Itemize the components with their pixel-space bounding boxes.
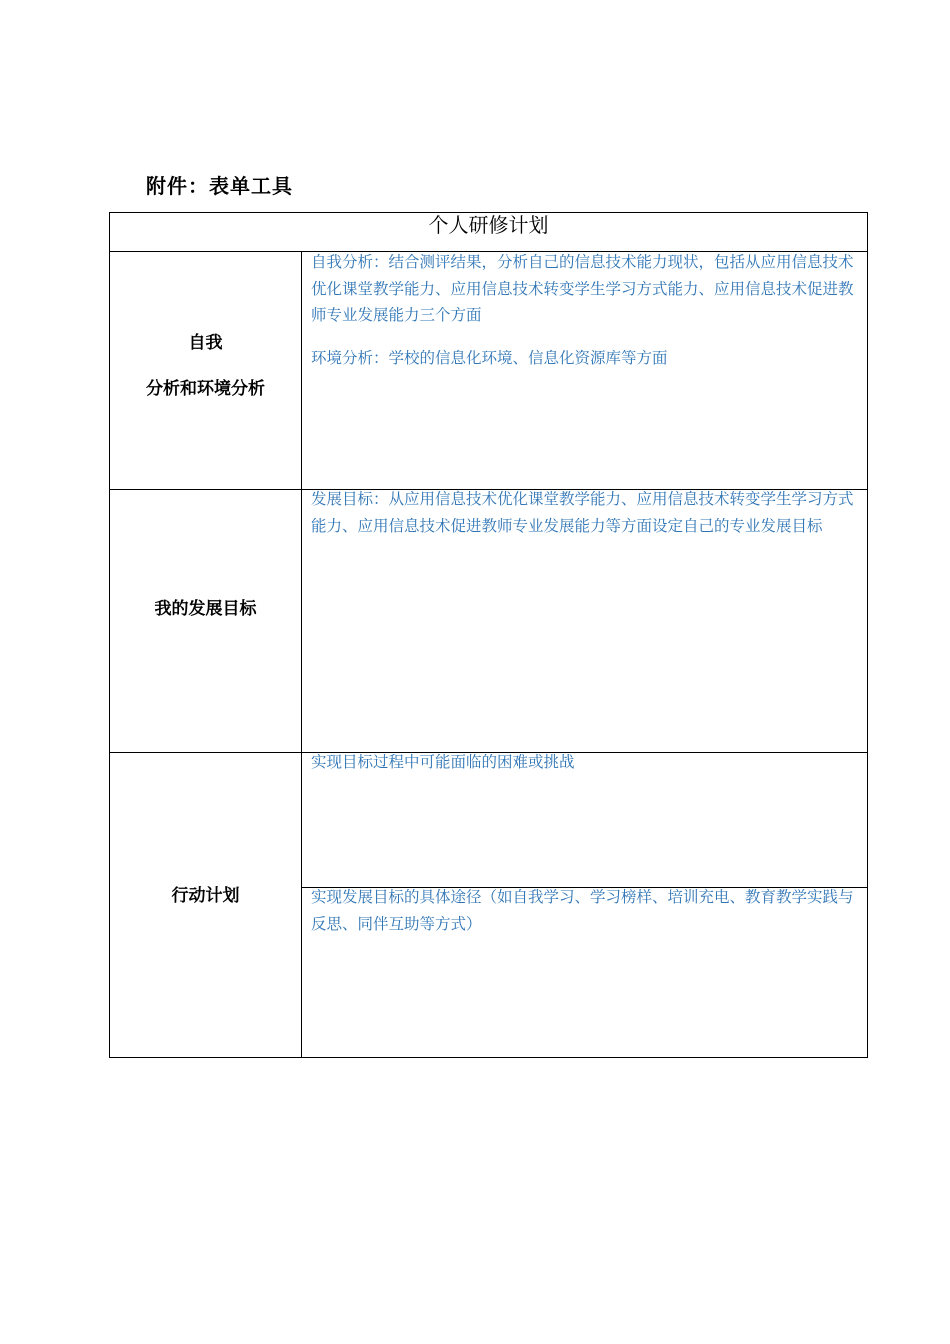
action-plan-label-cell <box>110 752 302 1057</box>
development-goal-label-cell <box>110 489 302 752</box>
self-analysis-label-line2: 分析和环境分析 <box>146 379 265 399</box>
research-plan-form <box>109 212 868 1058</box>
page-heading: 附件：表单工具 <box>146 174 293 198</box>
pathways-content-cell[interactable] <box>302 884 867 1054</box>
challenges-content-cell[interactable] <box>302 749 867 883</box>
challenges-text: 实现目标过程中可能面临的困难或挑战 <box>311 753 575 771</box>
form-title: 个人研修计划 <box>110 213 867 252</box>
self-analysis-text: 自我分析：结合测评结果，分析自己的信息技术能力现状，包括从应用信息技术优化课堂教学能力、应用信息技术转变学生学习方式能力、应用信息技术促进教师专业发展能力三个方面 <box>311 253 854 324</box>
development-goal-text: 发展目标：从应用信息技术优化课堂教学能力、应用信息技术转变学生学习方式能力、应用信息技术促进教师专业发展能力等方面设定自己的专业发展目标 <box>311 490 854 535</box>
self-analysis-label-line1: 自我 <box>188 333 223 353</box>
development-goal-content-cell[interactable] <box>302 486 867 749</box>
action-plan-label: 行动计划 <box>171 886 240 906</box>
pathways-text: 实现发展目标的具体途径（如自我学习、学习榜样、培训充电、教育教学实践与反思、同伴互助等方式） <box>311 888 854 933</box>
environment-analysis-text: 环境分析：学校的信息化环境、信息化资源库等方面 <box>311 348 668 367</box>
self-analysis-label-cell <box>110 252 302 489</box>
self-analysis-content-cell[interactable] <box>302 249 867 486</box>
development-goal-label: 我的发展目标 <box>154 599 257 619</box>
